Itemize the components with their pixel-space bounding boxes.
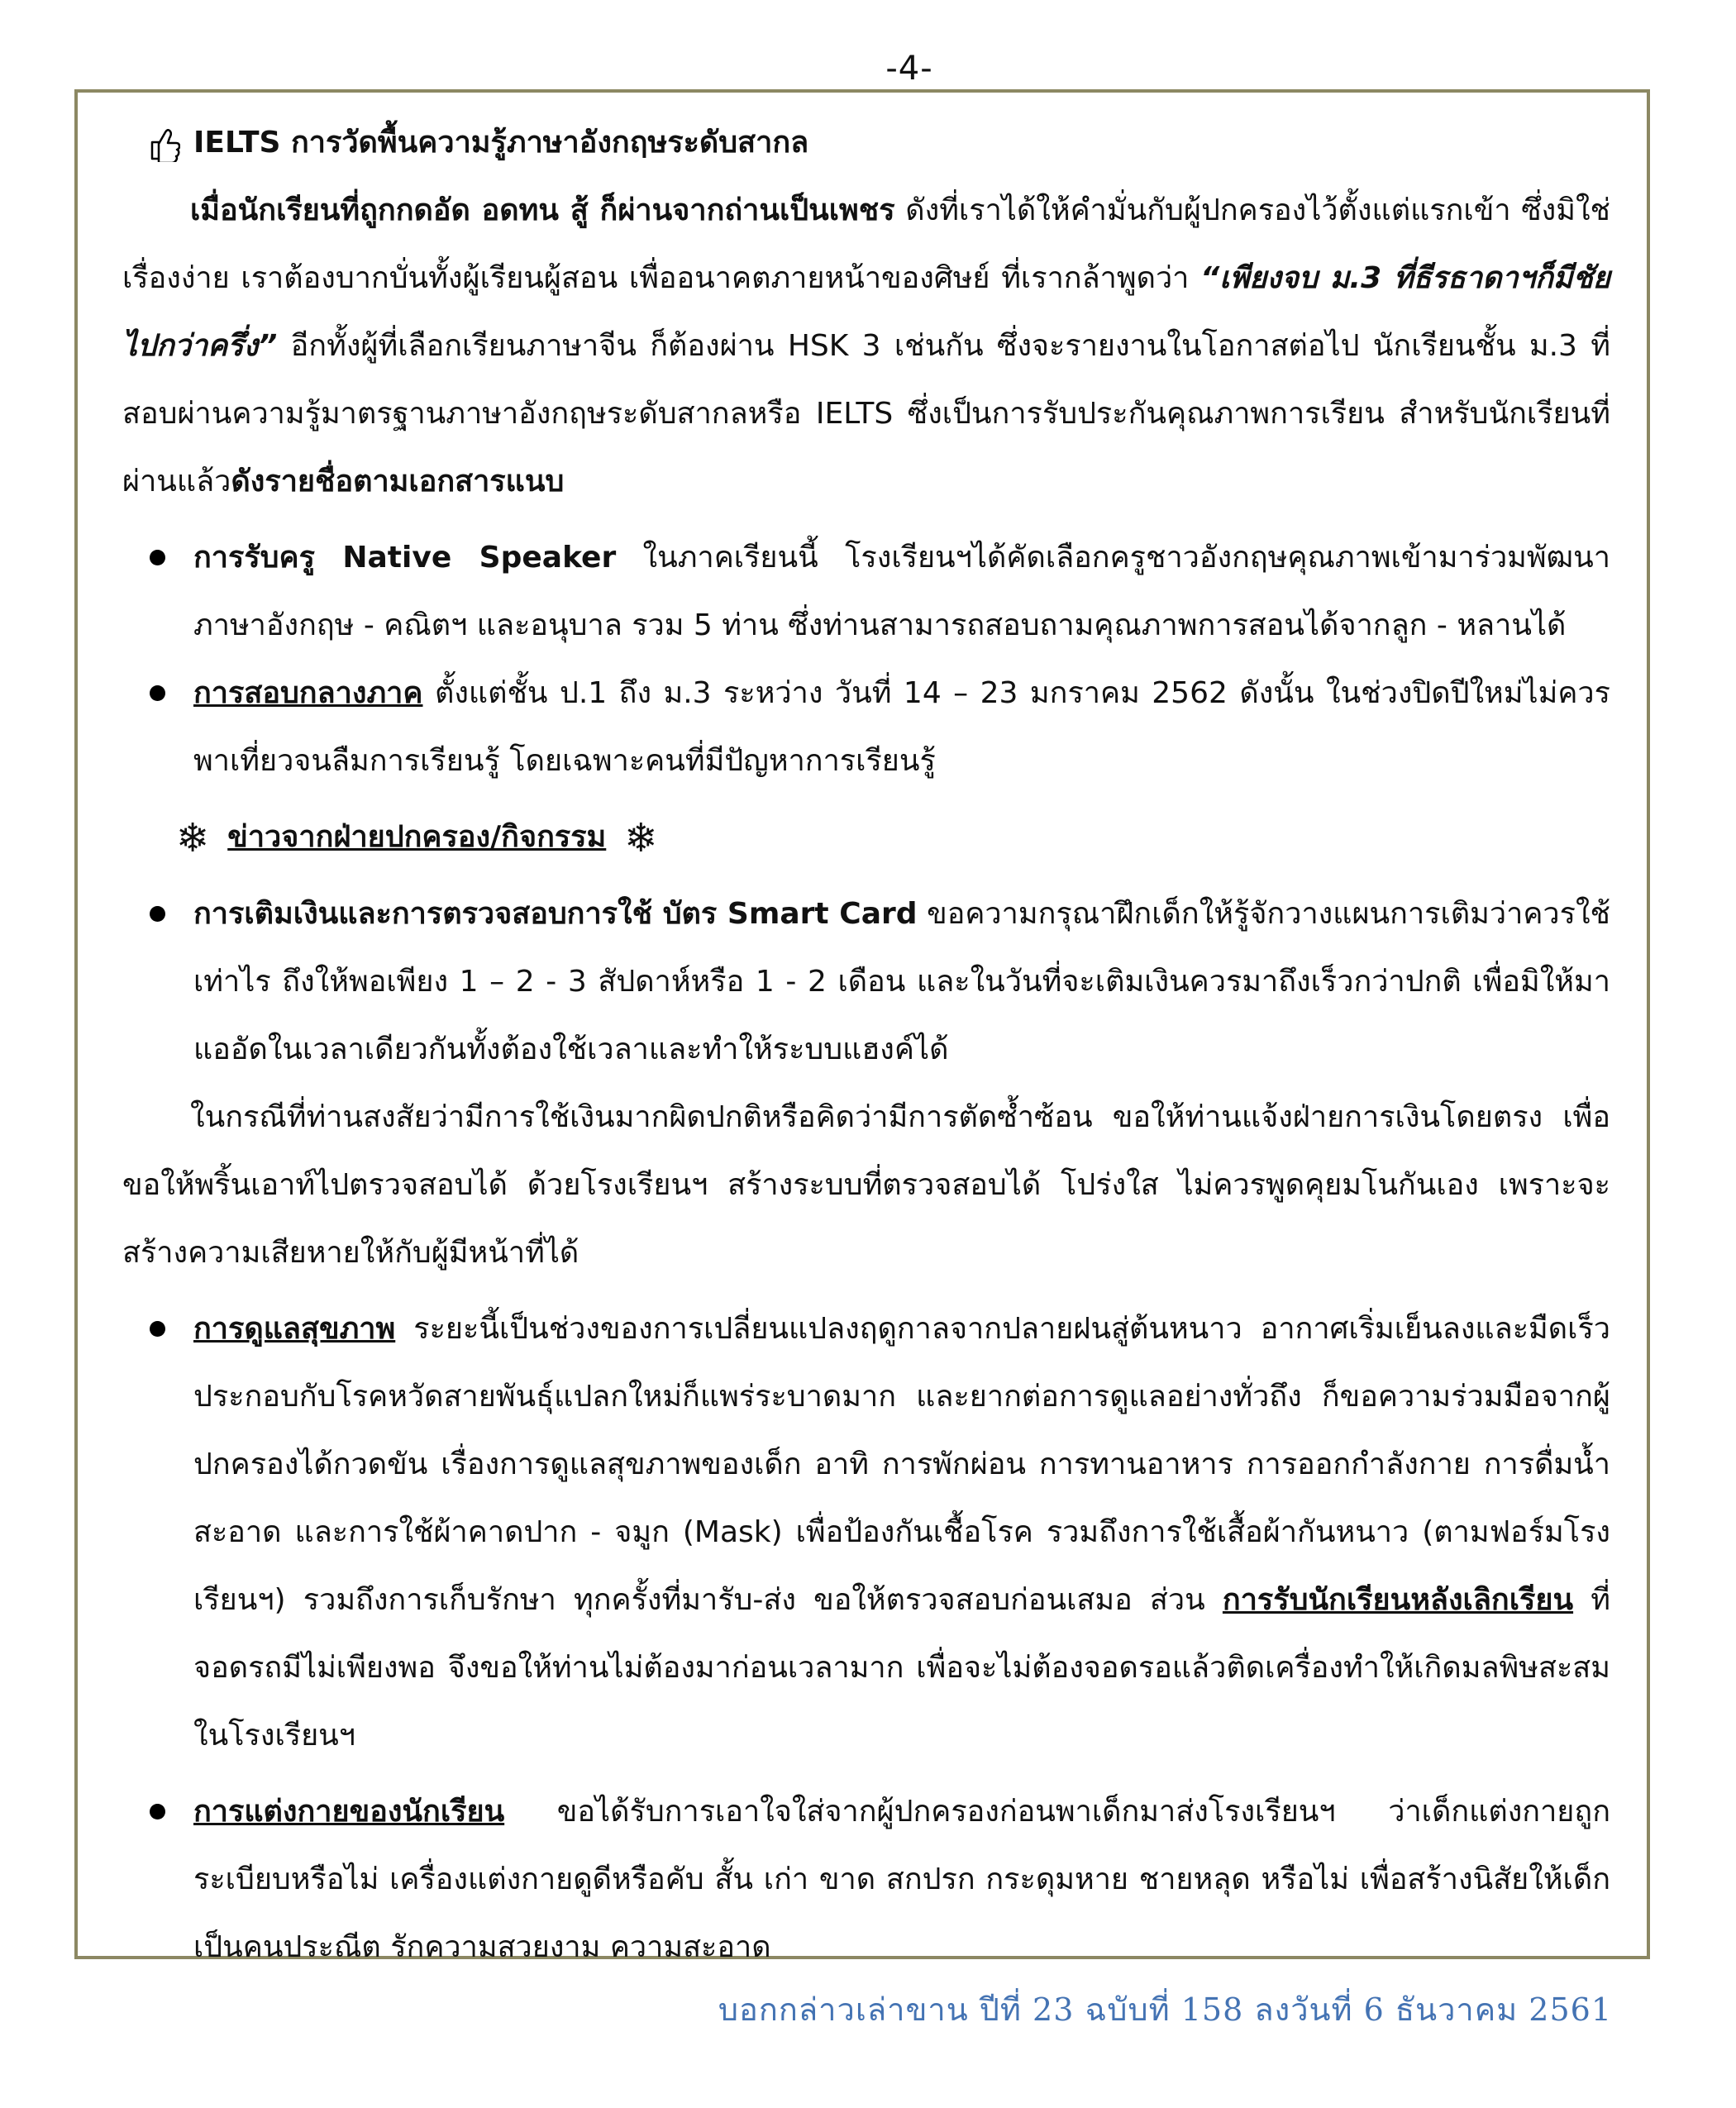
snowflake-icon: ❄	[624, 815, 658, 861]
ielts-heading-text: IELTS การวัดพื้นความรู้ภาษาอังกฤษระดับสากล	[193, 126, 809, 160]
uniform-label: การแต่งกายของนักเรียน	[193, 1795, 505, 1829]
ielts-lead: เมื่อนักเรียนที่ถูกกดอัด อดทน สู้ ก็ผ่านจากถ่านเป็นเพชร	[190, 193, 895, 227]
bullet-icon	[150, 685, 165, 701]
newsletter-body	[122, 109, 1610, 1982]
uniform-item	[122, 1778, 1610, 1982]
smart-card-item	[122, 880, 1610, 1084]
smart-card-paragraph-2: ในกรณีที่ท่านสงสัยว่ามีการใช้เงินมากผิดปกติหรือคิดว่ามีการตัดซ้ำซ้อน ขอให้ท่านแจ้งฝ่ายการเงินโดยตรง เพื่อขอให้พริ้นเอาท์ไปตรวจสอบได้ ด้วยโรงเรียนฯ สร้างระบบที่ตรวจสอบได้ โปร่งใส ไม่ควรพูดคุยมโนกันเอง เพราะจะสร้างความเสียหายให้กับผู้มีหน้าที่ได้	[122, 1100, 1610, 1270]
ielts-heading	[122, 109, 1610, 177]
smart-card-text: ขอความกรุณาฝึกเด็กให้รู้จักวางแผนการเติมว่าควรใช้เท่าไร ถึงให้พอเพียง 1 – 2 - 3 สัปดาห์หรือ 1 - 2 เดือน และในวันที่จะเติมเงินควรมาถึงเร็วกว่าปกติ เพื่อมิให้มาแออัดในเวลาเดียวกันทั้งต้องใช้เวลาและทำให้ระบบแฮงค์ได้	[193, 897, 1610, 1066]
ielts-attachment-note: ดังรายชื่อตามเอกสารแนบ	[231, 465, 565, 498]
bullet-icon	[150, 906, 165, 922]
bullet-icon	[150, 550, 165, 565]
bullet-icon	[150, 1804, 165, 1819]
midterm-label: การสอบกลางภาค	[193, 676, 423, 710]
ielts-paragraph	[122, 177, 1610, 516]
thumbs-up-icon	[147, 126, 180, 162]
bullet-icon	[150, 1321, 165, 1337]
ielts-text-1: ดังที่เราได้ให้คำมั่นกับผู้ปกครองไว้ตั้งแต่แรกเข้า ซึ่งมิใช่เรื่องง่าย เราต้องบากบั่นทั้งผู้เรียนผู้สอน เพื่ออนาคตภายหน้าของศิษย์ ที่เรากล้าพูดว่า	[122, 193, 1610, 295]
native-speaker-text: ในภาคเรียนนี้ โรงเรียนฯได้คัดเลือกครูชาวอังกฤษคุณภาพเข้ามาร่วมพัฒนาภาษาอังกฤษ - คณิตฯ และอนุบาล รวม 5 ท่าน ซึ่งท่านสามารถสอบถามคุณภาพการสอนได้จากลูก - หลานได้	[193, 541, 1610, 642]
midterm-text: ตั้งแต่ชั้น ป.1 ถึง ม.3 ระหว่าง วันที่ 14 – 23 มกราคม 2562 ดังนั้น ในช่วงปิดปีใหม่ไม่ควรพาเที่ยวจนลืมการเรียนรู้ โดยเฉพาะคนที่มีปัญหาการเรียนรู้	[193, 676, 1610, 778]
snowflake-icon: ❄	[176, 815, 210, 861]
news-section-title: ข่าวจากฝ่ายปกครอง/กิจกรรม	[227, 820, 607, 854]
health-item	[122, 1295, 1610, 1770]
pickup-text: ที่จอดรถมีไม่เพียงพอ จึงขอให้ท่านไม่ต้องมาก่อนเวลามาก เพื่อจะไม่ต้องจอดรอแล้วติดเครื่องทำให้เกิดมลพิษสะสมในโรงเรียนฯ	[193, 1583, 1610, 1753]
news-section-heading	[122, 804, 1610, 872]
ielts-text-2: อีกทั้งผู้ที่เลือกเรียนภาษาจีน ก็ต้องผ่าน HSK 3 เช่นกัน ซึ่งจะรายงานในโอกาสต่อไป นักเรียนชั้น ม.3 ที่สอบผ่านความรู้มาตรฐานภาษาอังกฤษระดับสากลหรือ IELTS ซึ่งเป็นการรับประกันคุณภาพการเรียน สำหรับนักเรียนที่ผ่านแล้ว	[122, 329, 1610, 498]
native-speaker-item	[122, 524, 1610, 660]
uniform-text: ขอได้รับการเอาใจใส่จากผู้ปกครองก่อนพาเด็กมาส่งโรงเรียนฯ ว่าเด็กแต่งกายถูกระเบียบหรือไม่ เครื่องแต่งกายดูดีหรือคับ สั้น เก่า ขาด สกปรก กระดุมหาย ชายหลุด หรือไม่ เพื่อสร้างนิสัยให้เด็กเป็นคนประณีต รักความสวยงาม ความสะอาด	[193, 1795, 1611, 1964]
page-number: -4-	[885, 50, 933, 88]
midterm-item	[122, 660, 1610, 795]
health-text: ระยะนี้เป็นช่วงของการเปลี่ยนแปลงฤดูกาลจากปลายฝนสู่ต้นหนาว อากาศเริ่มเย็นลงและมืดเร็ว ประกอบกับโรคหวัดสายพันธุ์แปลกใหม่ก็แพร่ระบาดมาก และยากต่อการดูแลอย่างทั่วถึง ก็ขอความร่วมมือจากผู้ปกครองได้กวดขัน เรื่องการดูแลสุขภาพของเด็ก อาทิ การพักผ่อน การทานอาหาร การออกกำลังกาย การดื่มน้ำสะอาด และการใช้ผ้าคาดปาก - จมูก (Mask) เพื่อป้องกันเชื้อโรค รวมถึงการใช้เสื้อผ้ากันหนาว (ตามฟอร์มโรงเรียนฯ) รวมถึงการเก็บรักษา ทุกครั้งที่มารับ-ส่ง ขอให้ตรวจสอบก่อนเสมอ ส่วน	[193, 1312, 1610, 1617]
health-label: การดูแลสุขภาพ	[193, 1312, 396, 1346]
native-speaker-label: การรับครู Native Speaker	[193, 541, 617, 575]
ielts-quote: “เพียงจบ ม.3 ที่ธีรธาดาฯก็มีชัยไปกว่าครึ่ง”	[122, 261, 1610, 363]
pickup-label: การรับนักเรียนหลังเลิกเรียน	[1222, 1583, 1574, 1617]
smart-card-label: การเติมเงินและการตรวจสอบการใช้ บัตร Smart Card	[193, 897, 918, 931]
footer-issue-info: บอกกล่าวเล่าขาน ปีที่ 23 ฉบับที่ 158 ลงวันที่ 6 ธันวาคม 2561	[718, 1991, 1612, 2028]
